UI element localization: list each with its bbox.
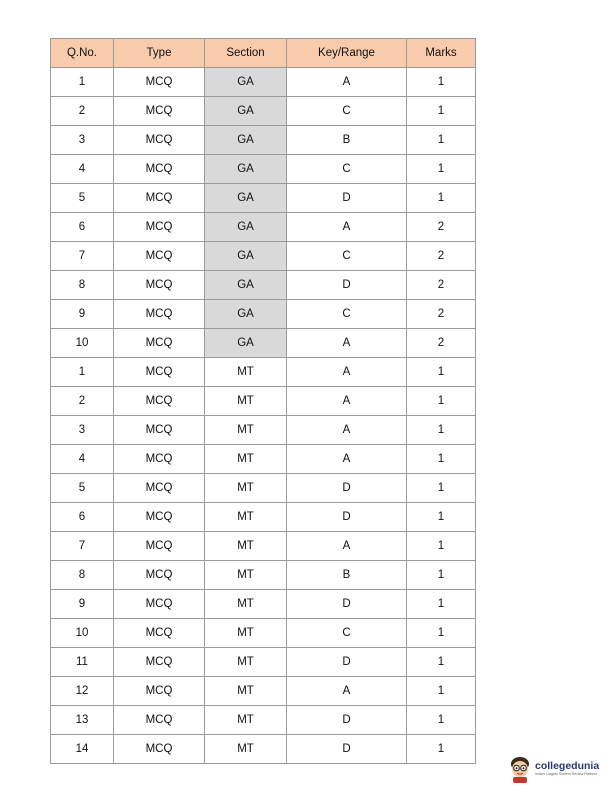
cell-qno: 8 [51, 561, 114, 590]
cell-section: MT [205, 706, 287, 735]
table-row [51, 184, 476, 213]
cell-type: MCQ [114, 329, 205, 358]
brand-name: collegedunia [535, 760, 600, 772]
cell-marks: 2 [407, 329, 476, 358]
table-row [51, 213, 476, 242]
table-header-row [51, 39, 476, 68]
table-row [51, 329, 476, 358]
cell-qno: 8 [51, 271, 114, 300]
cell-type: MCQ [114, 387, 205, 416]
cell-qno: 14 [51, 735, 114, 764]
cell-type: MCQ [114, 271, 205, 300]
cell-qno: 11 [51, 648, 114, 677]
cell-marks: 2 [407, 242, 476, 271]
cell-marks: 1 [407, 619, 476, 648]
cell-section: MT [205, 474, 287, 503]
cell-key: D [287, 474, 407, 503]
table-row [51, 358, 476, 387]
cell-qno: 1 [51, 358, 114, 387]
cell-type: MCQ [114, 474, 205, 503]
cell-section: MT [205, 735, 287, 764]
cell-marks: 1 [407, 184, 476, 213]
cell-qno: 3 [51, 416, 114, 445]
cell-type: MCQ [114, 561, 205, 590]
cell-key: D [287, 503, 407, 532]
table-row [51, 590, 476, 619]
cell-key: C [287, 242, 407, 271]
cell-marks: 1 [407, 358, 476, 387]
table-row [51, 648, 476, 677]
cell-section: MT [205, 503, 287, 532]
cell-key: A [287, 416, 407, 445]
table-row [51, 68, 476, 97]
cell-type: MCQ [114, 503, 205, 532]
table-row [51, 126, 476, 155]
cell-section: GA [205, 184, 287, 213]
cell-qno: 5 [51, 184, 114, 213]
cell-key: A [287, 532, 407, 561]
cell-section: MT [205, 590, 287, 619]
cell-qno: 6 [51, 503, 114, 532]
cell-section: MT [205, 677, 287, 706]
header-marks: Marks [407, 39, 476, 68]
mascot-icon [508, 755, 532, 783]
answer-key-table [50, 38, 476, 764]
table-row [51, 271, 476, 300]
cell-key: C [287, 97, 407, 126]
cell-key: D [287, 271, 407, 300]
cell-type: MCQ [114, 242, 205, 271]
cell-key: C [287, 300, 407, 329]
cell-qno: 9 [51, 590, 114, 619]
cell-key: A [287, 358, 407, 387]
cell-key: C [287, 155, 407, 184]
cell-type: MCQ [114, 300, 205, 329]
table-row [51, 735, 476, 764]
cell-key: A [287, 677, 407, 706]
cell-type: MCQ [114, 358, 205, 387]
cell-section: MT [205, 358, 287, 387]
table-body [51, 68, 476, 764]
cell-section: GA [205, 155, 287, 184]
table-row [51, 242, 476, 271]
cell-qno: 7 [51, 532, 114, 561]
table-row [51, 387, 476, 416]
cell-marks: 1 [407, 155, 476, 184]
cell-type: MCQ [114, 126, 205, 155]
cell-qno: 13 [51, 706, 114, 735]
cell-marks: 1 [407, 590, 476, 619]
cell-key: A [287, 329, 407, 358]
cell-section: GA [205, 242, 287, 271]
cell-key: A [287, 387, 407, 416]
cell-qno: 5 [51, 474, 114, 503]
cell-marks: 1 [407, 561, 476, 590]
cell-qno: 4 [51, 155, 114, 184]
cell-key: D [287, 184, 407, 213]
table-row [51, 155, 476, 184]
cell-marks: 2 [407, 300, 476, 329]
table-row [51, 416, 476, 445]
cell-key: A [287, 445, 407, 474]
header-type: Type [114, 39, 205, 68]
cell-key: B [287, 126, 407, 155]
cell-key: B [287, 561, 407, 590]
table-row [51, 300, 476, 329]
cell-marks: 1 [407, 706, 476, 735]
header-qno: Q.No. [51, 39, 114, 68]
table-row [51, 706, 476, 735]
cell-qno: 4 [51, 445, 114, 474]
cell-section: GA [205, 68, 287, 97]
cell-type: MCQ [114, 619, 205, 648]
cell-section: MT [205, 445, 287, 474]
cell-type: MCQ [114, 648, 205, 677]
cell-marks: 1 [407, 387, 476, 416]
cell-marks: 1 [407, 416, 476, 445]
cell-type: MCQ [114, 706, 205, 735]
cell-marks: 1 [407, 735, 476, 764]
cell-section: MT [205, 532, 287, 561]
cell-section: MT [205, 561, 287, 590]
cell-type: MCQ [114, 416, 205, 445]
cell-marks: 1 [407, 648, 476, 677]
cell-type: MCQ [114, 97, 205, 126]
header-section: Section [205, 39, 287, 68]
cell-marks: 1 [407, 503, 476, 532]
cell-section: GA [205, 271, 287, 300]
cell-section: GA [205, 126, 287, 155]
cell-section: MT [205, 619, 287, 648]
cell-type: MCQ [114, 184, 205, 213]
cell-section: MT [205, 648, 287, 677]
cell-type: MCQ [114, 735, 205, 764]
cell-qno: 3 [51, 126, 114, 155]
cell-type: MCQ [114, 445, 205, 474]
cell-section: GA [205, 213, 287, 242]
table-row [51, 445, 476, 474]
cell-type: MCQ [114, 155, 205, 184]
cell-type: MCQ [114, 590, 205, 619]
cell-marks: 2 [407, 213, 476, 242]
cell-section: GA [205, 300, 287, 329]
cell-qno: 9 [51, 300, 114, 329]
cell-type: MCQ [114, 677, 205, 706]
cell-type: MCQ [114, 532, 205, 561]
cell-section: MT [205, 387, 287, 416]
cell-key: D [287, 648, 407, 677]
table-row [51, 503, 476, 532]
cell-key: C [287, 619, 407, 648]
cell-marks: 1 [407, 474, 476, 503]
cell-qno: 10 [51, 329, 114, 358]
cell-section: GA [205, 329, 287, 358]
cell-key: A [287, 213, 407, 242]
cell-type: MCQ [114, 213, 205, 242]
cell-qno: 12 [51, 677, 114, 706]
table-row [51, 619, 476, 648]
cell-key: D [287, 735, 407, 764]
table-row [51, 97, 476, 126]
cell-key: D [287, 590, 407, 619]
cell-marks: 1 [407, 126, 476, 155]
cell-marks: 2 [407, 271, 476, 300]
collegedunia-logo [508, 755, 599, 783]
cell-key: D [287, 706, 407, 735]
table-row [51, 532, 476, 561]
brand-tagline: India's Largest Student Review Platform [535, 772, 598, 776]
cell-marks: 1 [407, 677, 476, 706]
cell-qno: 2 [51, 387, 114, 416]
cell-qno: 7 [51, 242, 114, 271]
cell-marks: 1 [407, 445, 476, 474]
cell-marks: 1 [407, 532, 476, 561]
cell-type: MCQ [114, 68, 205, 97]
cell-key: A [287, 68, 407, 97]
header-key-range: Key/Range [287, 39, 407, 68]
cell-qno: 2 [51, 97, 114, 126]
table-row [51, 677, 476, 706]
cell-section: MT [205, 416, 287, 445]
cell-marks: 1 [407, 68, 476, 97]
cell-section: GA [205, 97, 287, 126]
cell-qno: 6 [51, 213, 114, 242]
table-row [51, 561, 476, 590]
cell-qno: 1 [51, 68, 114, 97]
cell-qno: 10 [51, 619, 114, 648]
cell-marks: 1 [407, 97, 476, 126]
table-row [51, 474, 476, 503]
